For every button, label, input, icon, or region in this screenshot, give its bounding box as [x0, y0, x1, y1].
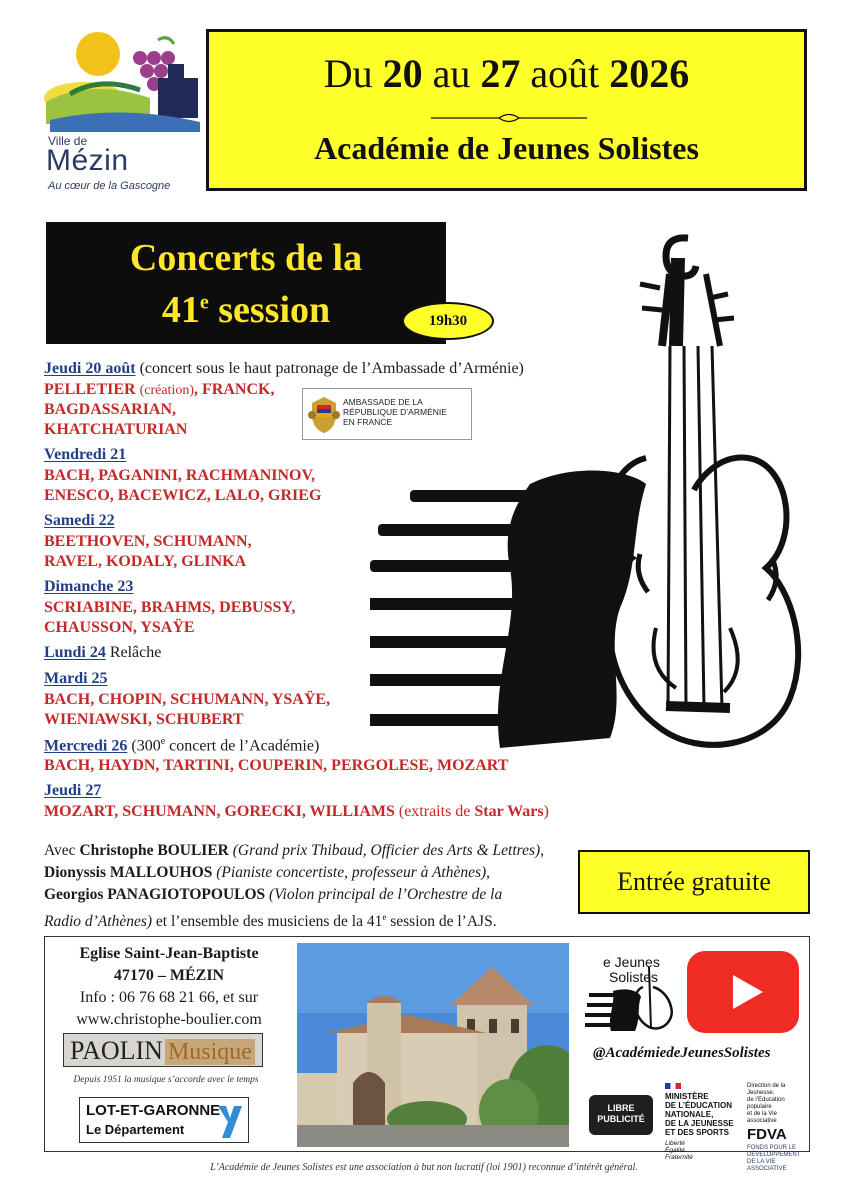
- ajs-line-2: Solistes: [609, 969, 659, 985]
- fdva-top-2: de l’Education populaire: [747, 1097, 785, 1110]
- performer-3-role: (Violon principal de l’Orchestre de la: [265, 886, 503, 903]
- venue-info: [45, 943, 293, 1031]
- lot-line-1: LOT-ET-GARONNE: [86, 1102, 221, 1119]
- day-4-label: Dimanche 23: [44, 578, 134, 595]
- fdva-low-1: FONDS POUR LE: [747, 1145, 797, 1151]
- libre-publicite-logo: [589, 1095, 653, 1135]
- composer-text: , FRANCK,: [194, 381, 275, 398]
- program-day-8: [44, 782, 101, 800]
- ensemble-text-end: session de l’AJS.: [386, 913, 497, 931]
- violin-piano-artwork-icon: [370, 228, 810, 768]
- punctuation: ,: [486, 864, 491, 881]
- day-1-label: Jeudi 20 août: [44, 360, 136, 377]
- website-link[interactable]: www.christophe-boulier.com: [76, 1011, 262, 1028]
- day-4-composers-line-2: CHAUSSON, YSAŸE: [44, 619, 195, 636]
- day-6-label: Mardi 25: [44, 670, 108, 687]
- date-du: Du: [323, 51, 383, 96]
- performer-3-line: [44, 884, 584, 906]
- composer-text: MOZART, SCHUMANN, GORECKI, WILLIAMS: [44, 803, 399, 820]
- logo-ville-text: Ville de: [48, 134, 88, 148]
- lot-et-garonne-logo: [79, 1097, 249, 1143]
- day-7-note-end: concert de l’Académie): [165, 737, 320, 755]
- day-6-composers-line-1: BACH, CHOPIN, SCHUMANN, YSAŸE,: [44, 691, 331, 708]
- academy-title: Académie de Jeunes Solistes: [314, 130, 699, 166]
- day-2-composers-line-2: ENESCO, BACEWICZ, LALO, GRIEG: [44, 487, 322, 504]
- event-dates: [209, 50, 804, 97]
- day-8-label: Jeudi 27: [44, 782, 102, 799]
- fdva-acronym: FDVA: [747, 1126, 787, 1143]
- day-5-label: Lundi 24: [44, 644, 106, 661]
- day-1-composers-line-2: BAGDASSARIAN,: [44, 401, 177, 418]
- ensemble-sup: e: [382, 912, 387, 922]
- concert-time-badge: 19h30: [402, 302, 494, 340]
- fdva-low-4: ASSOCIATIVE: [747, 1166, 787, 1172]
- star-wars-text: Star Wars: [474, 803, 544, 820]
- ministry-line-5: ET DES SPORTS: [665, 1128, 730, 1137]
- punctuation: ,: [540, 842, 545, 859]
- ministry-line-1: MINISTÈRE: [665, 1092, 709, 1101]
- day-1-composers-line-3: KHATCHATURIAN: [44, 421, 188, 438]
- day-7-label: Mercredi 26: [44, 737, 128, 755]
- armenia-embassy-badge: [302, 388, 472, 440]
- day-7-note: (300: [127, 737, 161, 755]
- program-day-2: [44, 446, 126, 464]
- embassy-line-1: AMBASSADE DE LA: [343, 397, 423, 407]
- armenia-coat-of-arms-icon: [306, 393, 342, 437]
- day-4-composers-line-1: SCRIABINE, BRAHMS, DEBUSSY,: [44, 599, 296, 616]
- mezin-logo: [40, 28, 210, 198]
- creation-note: (création): [139, 383, 195, 398]
- date-start: 20: [382, 51, 423, 96]
- day-5-note: Relâche: [105, 644, 162, 661]
- day-3-label: Samedi 22: [44, 512, 115, 529]
- ornament-divider-icon: [429, 112, 589, 124]
- day-1-note: (concert sous le haut patronage de l’Ambassade d’Arménie): [135, 360, 524, 377]
- extract-note-end: ): [543, 803, 549, 820]
- paolin-musique-logo: [63, 1033, 263, 1067]
- motto-3: Fraternité: [665, 1154, 693, 1161]
- extract-note: (extraits de: [398, 803, 475, 820]
- venue-church: Eglise Saint-Jean-Baptiste: [79, 945, 259, 962]
- date-year: 2026: [609, 51, 690, 96]
- program-day-5: [44, 644, 161, 662]
- venue-city: 47170 – MÉZIN: [113, 967, 225, 984]
- day-6-composers-line-2: WIENIAWSKI, SCHUBERT: [44, 711, 244, 728]
- program-day-1: [44, 360, 524, 378]
- avec-text: Avec: [44, 842, 80, 859]
- mezin-logo-icon: [40, 28, 210, 138]
- venue-phone: Info : 06 76 68 21 66, et sur: [79, 989, 259, 1006]
- libre-line-1: LIBRE: [607, 1103, 635, 1113]
- day-3-composers-line-2: RAVEL, KODALY, GLINKA: [44, 553, 247, 570]
- fdva-top-3: et de la Vie associative: [747, 1111, 777, 1124]
- performer-1-line: [44, 840, 584, 862]
- french-flag-icon: [665, 1083, 681, 1089]
- ministry-line-3: NATIONALE,: [665, 1110, 714, 1119]
- libre-line-2: PUBLICITÉ: [597, 1114, 645, 1124]
- logo-tagline: Au cœur de la Gascogne: [48, 180, 171, 192]
- header-banner: [206, 29, 807, 191]
- day-8-composers-line-1: [44, 802, 549, 822]
- motto-2: Égalité: [665, 1147, 685, 1154]
- ajs-logo-text: [603, 955, 660, 985]
- free-entry-badge: Entrée gratuite: [578, 850, 810, 914]
- musique-word: Musique: [165, 1039, 255, 1065]
- fdva-low-3: DE LA VIE: [747, 1159, 776, 1165]
- performer-3-line-2: [44, 906, 584, 933]
- church-photo-icon: [297, 943, 569, 1147]
- performer-3-name: Georgios PANAGIOTOPOULOS: [44, 886, 266, 903]
- date-end: 27: [480, 51, 521, 96]
- ensemble-text: et l’ensemble des musiciens de la 41: [152, 913, 383, 931]
- date-au: au: [422, 51, 481, 96]
- ministry-line-4: DE LA JEUNESSE: [665, 1119, 734, 1128]
- performers-paragraph: [44, 840, 584, 933]
- ministry-line-2: DE L’ÉDUCATION: [665, 1101, 732, 1110]
- performer-2-name: Dionyssis MALLOUHOS: [44, 864, 213, 881]
- session-sup: e: [199, 291, 209, 314]
- session-number: 41: [161, 289, 200, 331]
- ajs-logo: [583, 947, 683, 1037]
- motto-1: Liberté: [665, 1140, 685, 1147]
- embassy-text: [343, 397, 447, 427]
- youtube-play-icon[interactable]: [687, 951, 799, 1033]
- footnote: L’Académie de Jeunes Solistes est une association à but non lucratif (loi 1901) reconnue d’intérêt général.: [210, 1162, 638, 1173]
- performer-1-role: (Grand prix Thibaud, Officier des Arts & Lettres): [228, 842, 541, 859]
- embassy-line-2: RÉPUBLIQUE D’ARMÉNIE: [343, 407, 447, 417]
- day-3-composers-line-1: BEETHOVEN, SCHUMANN,: [44, 533, 252, 550]
- performer-2-role: (Pianiste concertiste, professeur à Athènes): [212, 864, 487, 881]
- paolin-text: [70, 1036, 255, 1066]
- lot-et-garonne-logo-icon: [216, 1102, 244, 1140]
- day-1-composers-line-1: [44, 380, 274, 401]
- date-month: août: [520, 51, 610, 96]
- performer-2-line: [44, 862, 584, 884]
- performer-1-name: Christophe BOULIER: [79, 842, 229, 859]
- day-2-label: Vendredi 21: [44, 446, 127, 463]
- youtube-handle[interactable]: @AcadémiedeJeunesSolistes: [593, 1045, 771, 1061]
- fdva-logo: [747, 1083, 807, 1173]
- program-day-4: [44, 578, 133, 596]
- program-day-7: [44, 736, 319, 755]
- embassy-line-3: EN FRANCE: [343, 417, 393, 427]
- concerts-title: Concerts de la: [129, 237, 363, 279]
- paolin-tagline: Depuis 1951 la musique s’accorde avec le temps: [73, 1075, 259, 1085]
- fdva-low-2: DÉVELOPPEMENT: [747, 1152, 801, 1158]
- ajs-line-1: e Jeunes: [603, 954, 660, 970]
- paolin-word: PAOLIN: [70, 1036, 163, 1065]
- day-7-composers-line-1: BACH, HAYDN, TARTINI, COUPERIN, PERGOLESE, MOZART: [44, 757, 509, 774]
- program-day-6: [44, 670, 108, 688]
- composer-text: PELLETIER: [44, 381, 140, 398]
- day-2-composers-line-1: BACH, PAGANINI, RACHMANINOV,: [44, 467, 315, 484]
- ministry-logo: [665, 1083, 741, 1161]
- performer-3-role-end: Radio d’Athènes): [44, 913, 153, 931]
- program-day-3: [44, 512, 115, 530]
- lot-line-2: Le Département: [86, 1122, 185, 1137]
- fdva-top-1: Direction de la Jeunesse,: [747, 1083, 786, 1096]
- session-word: session: [208, 289, 331, 331]
- day-7-note-sup: e: [160, 736, 166, 747]
- ministry-motto: [665, 1140, 741, 1161]
- logo-town-name: Mézin: [46, 144, 129, 177]
